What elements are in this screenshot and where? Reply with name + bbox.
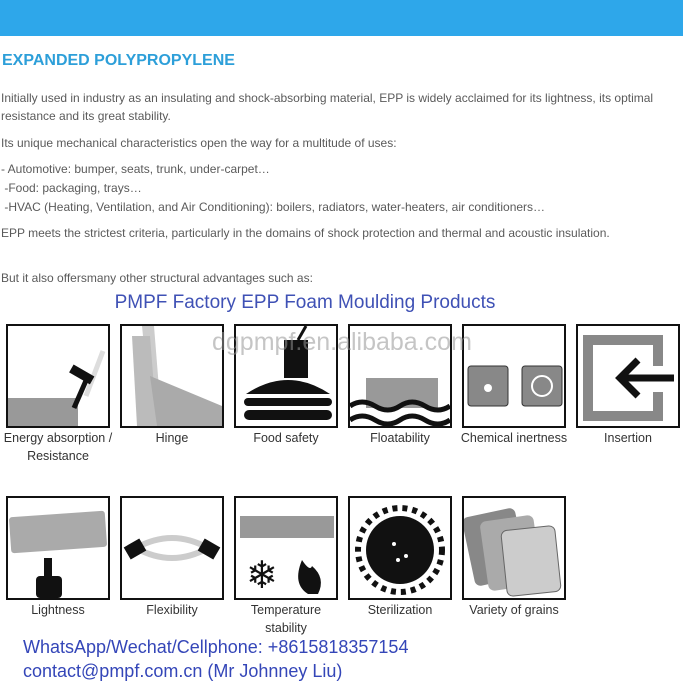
hinge-icon [122, 326, 222, 426]
feature-tile [6, 496, 110, 600]
top-bar [0, 0, 683, 36]
products-title: PMPF Factory EPP Foam Moulding Products [114, 292, 496, 313]
feature-label: Sterilization [367, 603, 433, 617]
feature-tile [462, 496, 566, 600]
list-item: -Food: packaging, trays… [1, 181, 142, 195]
feature-tile [120, 324, 224, 428]
feature-tile [234, 496, 338, 600]
feature-label: Energy absorption / Resistance [3, 431, 113, 463]
watermark: dgpmpf.en.alibaba.com [212, 328, 472, 356]
chemical-icon [464, 326, 564, 426]
feature-label: Hinge [155, 431, 189, 445]
feature-label: Flexibility [146, 603, 198, 617]
list-item: - Automotive: bumper, seats, trunk, under-carpet… [1, 162, 270, 176]
page-heading: EXPANDED POLYPROPYLENE [2, 52, 235, 69]
feature-label: Floatability [370, 431, 430, 445]
sterilization-icon [350, 498, 450, 598]
paragraph: EPP meets the strictest criteria, particularly in the domains of shock protection and thermal and acoustic insulation. [1, 226, 610, 240]
feature-tile [462, 324, 566, 428]
feature-label: Chemical inertness [460, 431, 568, 445]
paragraph: Initially used in industry as an insulating and shock-absorbing material, EPP is widely acclaimed for its lightness, its optimal [1, 91, 654, 105]
feature-tile [576, 324, 680, 428]
feature-label: Lightness [31, 603, 85, 617]
grains-icon [464, 498, 564, 598]
insertion-icon [578, 326, 678, 426]
feature-label: Insertion [604, 431, 652, 445]
contact-email: contact@pmpf.com.cn (Mr Johnney Liu) [23, 661, 343, 681]
feature-tile [120, 496, 224, 600]
paragraph: But it also offersmany other structural advantages such as: [1, 271, 313, 285]
feature-tile [6, 324, 110, 428]
feature-tile [348, 496, 452, 600]
hammer-icon [8, 326, 108, 426]
list-item: -HVAC (Heating, Ventilation, and Air Conditioning): boilers, radiators, water-heaters, air conditioners… [1, 200, 546, 214]
feature-label: Temperature stability [250, 603, 322, 635]
paragraph: Its unique mechanical characteristics open the way for a multitude of uses: [1, 136, 397, 150]
temperature-icon [236, 498, 336, 598]
contact-phone: WhatsApp/Wechat/Cellphone: +8615818357154 [23, 637, 409, 657]
paragraph: resistance and its great stability. [1, 109, 171, 123]
flexibility-icon [122, 498, 222, 598]
feature-label: Variety of grains [469, 603, 559, 617]
lightness-icon [8, 498, 108, 598]
svg-text:❄: ❄ [246, 555, 278, 597]
feature-label: Food safety [253, 431, 319, 445]
